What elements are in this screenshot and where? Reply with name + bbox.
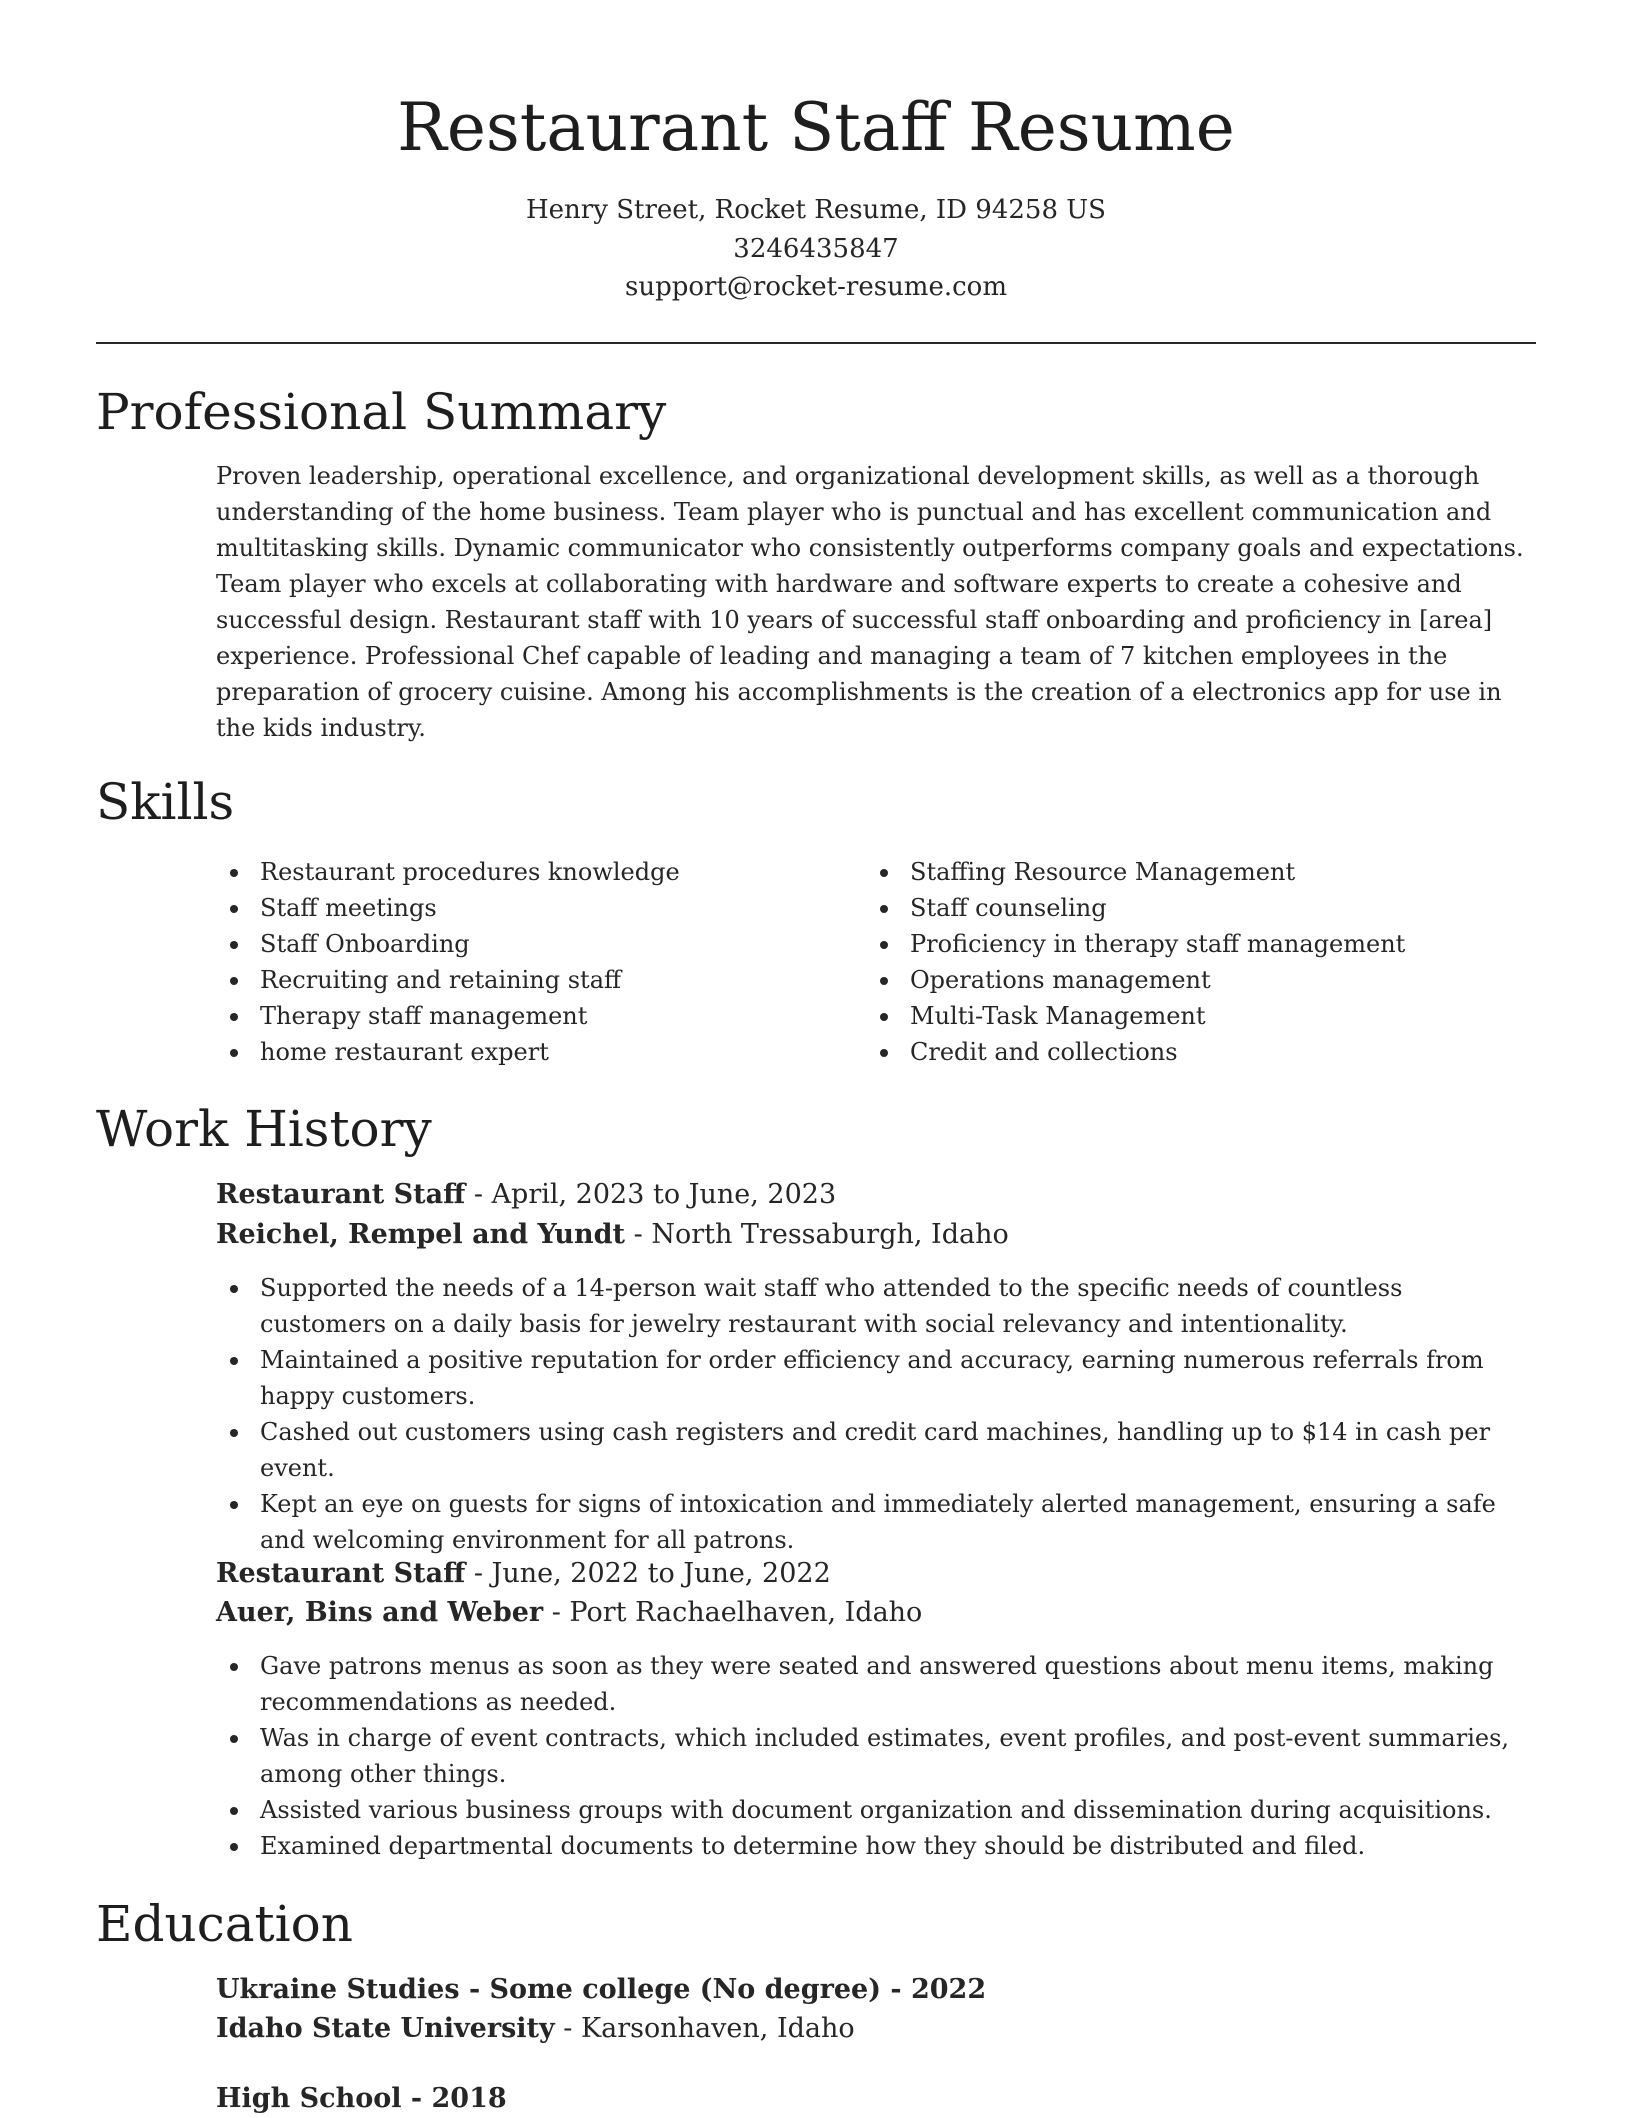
job-location: - Port Rachaelhaven, Idaho bbox=[543, 1597, 923, 1628]
job-bullet: Maintained a positive reputation for order efficiency and accuracy, earning numerous referrals from happy customers. bbox=[216, 1342, 1536, 1414]
skill-item: Staff counseling bbox=[866, 890, 1486, 926]
job-dates: - April, 2023 to June, 2023 bbox=[465, 1179, 837, 1210]
summary-paragraph: Proven leadership, operational excellence, and organizational development skills, as well as a thorough understanding of the home business. Team player who is punctual and has excellent communication and multitasking skills. Dynamic communicator who consistently outperforms company goals and expectations. Team player who excels at collaborating with hardware and software experts to create a cohesive and successful design. Restaurant staff with 10 years of successful staff onboarding and proficiency in [area] experience. Professional Chef capable of leading and managing a team of 7 kitchen employees in the preparation of grocery cuisine. Among his accomplishments is the creation of a electronics app for use in the kids industry. bbox=[216, 462, 1524, 742]
job-bullet: Was in charge of event contracts, which included estimates, event profiles, and post-event summaries, among other things. bbox=[216, 1720, 1536, 1792]
job-company: Reichel, Rempel and Yundt bbox=[216, 1219, 626, 1250]
education-heading: Education bbox=[96, 1895, 353, 1953]
skill-item: Multi-Task Management bbox=[866, 998, 1486, 1034]
skill-item: Recruiting and retaining staff bbox=[216, 962, 836, 998]
skill-item: Proficiency in therapy staff management bbox=[866, 926, 1486, 962]
job-title-line bbox=[216, 1555, 831, 1593]
summary-heading: Professional Summary bbox=[96, 383, 667, 441]
job-bullet: Supported the needs of a 14-person wait staff who attended to the specific needs of countless customers on a daily basis for jewelry restaurant with social relevancy and intentionality. bbox=[216, 1270, 1536, 1342]
skills-heading: Skills bbox=[96, 773, 235, 831]
skill-item: Staff meetings bbox=[216, 890, 836, 926]
education-school-line bbox=[216, 2010, 855, 2048]
skill-item: Staff Onboarding bbox=[216, 926, 836, 962]
resume-title: Restaurant Staff Resume bbox=[397, 89, 1235, 166]
job-dates: - June, 2022 to June, 2022 bbox=[465, 1558, 831, 1589]
job-title: Restaurant Staff bbox=[216, 1179, 466, 1210]
job-bullets bbox=[216, 1648, 1536, 1864]
job-company-line bbox=[216, 1216, 1009, 1254]
skill-item: home restaurant expert bbox=[216, 1034, 836, 1070]
skill-item: Restaurant procedures knowledge bbox=[216, 854, 836, 890]
skill-item: Credit and collections bbox=[866, 1034, 1486, 1070]
skills-list-right bbox=[866, 854, 1486, 1070]
skill-item: Therapy staff management bbox=[216, 998, 836, 1034]
education-degree: Ukraine Studies - Some college (No degree) - 2022 bbox=[216, 1974, 987, 2005]
contact-email: support@rocket-resume.com bbox=[624, 272, 1007, 302]
job-bullet: Assisted various business groups with document organization and dissemination during acquisitions. bbox=[216, 1792, 1536, 1828]
job-title-line bbox=[216, 1176, 836, 1214]
job-company-line bbox=[216, 1594, 922, 1632]
contact-address: Henry Street, Rocket Resume, ID 94258 US bbox=[526, 195, 1106, 225]
job-bullet: Kept an eye on guests for signs of intoxication and immediately alerted management, ensuring a safe and welcoming environment for all patrons. bbox=[216, 1486, 1536, 1558]
summary-text bbox=[216, 458, 1532, 746]
education-degree: High School - 2018 bbox=[216, 2083, 507, 2114]
job-company: Auer, Bins and Weber bbox=[216, 1597, 544, 1628]
education-degree-line bbox=[216, 1971, 986, 2009]
education-degree-line bbox=[216, 2080, 507, 2118]
job-bullet: Gave patrons menus as soon as they were seated and answered questions about menu items, making recommendations as needed. bbox=[216, 1648, 1536, 1720]
skill-item: Operations management bbox=[866, 962, 1486, 998]
job-bullet: Examined departmental documents to determine how they should be distributed and filed. bbox=[216, 1828, 1536, 1864]
job-location: - North Tressaburgh, Idaho bbox=[625, 1219, 1009, 1250]
education-school: Idaho State University bbox=[216, 2013, 555, 2044]
job-title: Restaurant Staff bbox=[216, 1558, 466, 1589]
skill-item: Staffing Resource Management bbox=[866, 854, 1486, 890]
job-bullet: Cashed out customers using cash registers and credit card machines, handling up to $14 in cash per event. bbox=[216, 1414, 1536, 1486]
contact-phone: 3246435847 bbox=[733, 234, 899, 264]
header-divider bbox=[96, 342, 1536, 344]
work-heading: Work History bbox=[96, 1100, 432, 1158]
skills-list-left bbox=[216, 854, 836, 1070]
education-location: - Karsonhaven, Idaho bbox=[554, 2013, 855, 2044]
job-bullets bbox=[216, 1270, 1536, 1558]
